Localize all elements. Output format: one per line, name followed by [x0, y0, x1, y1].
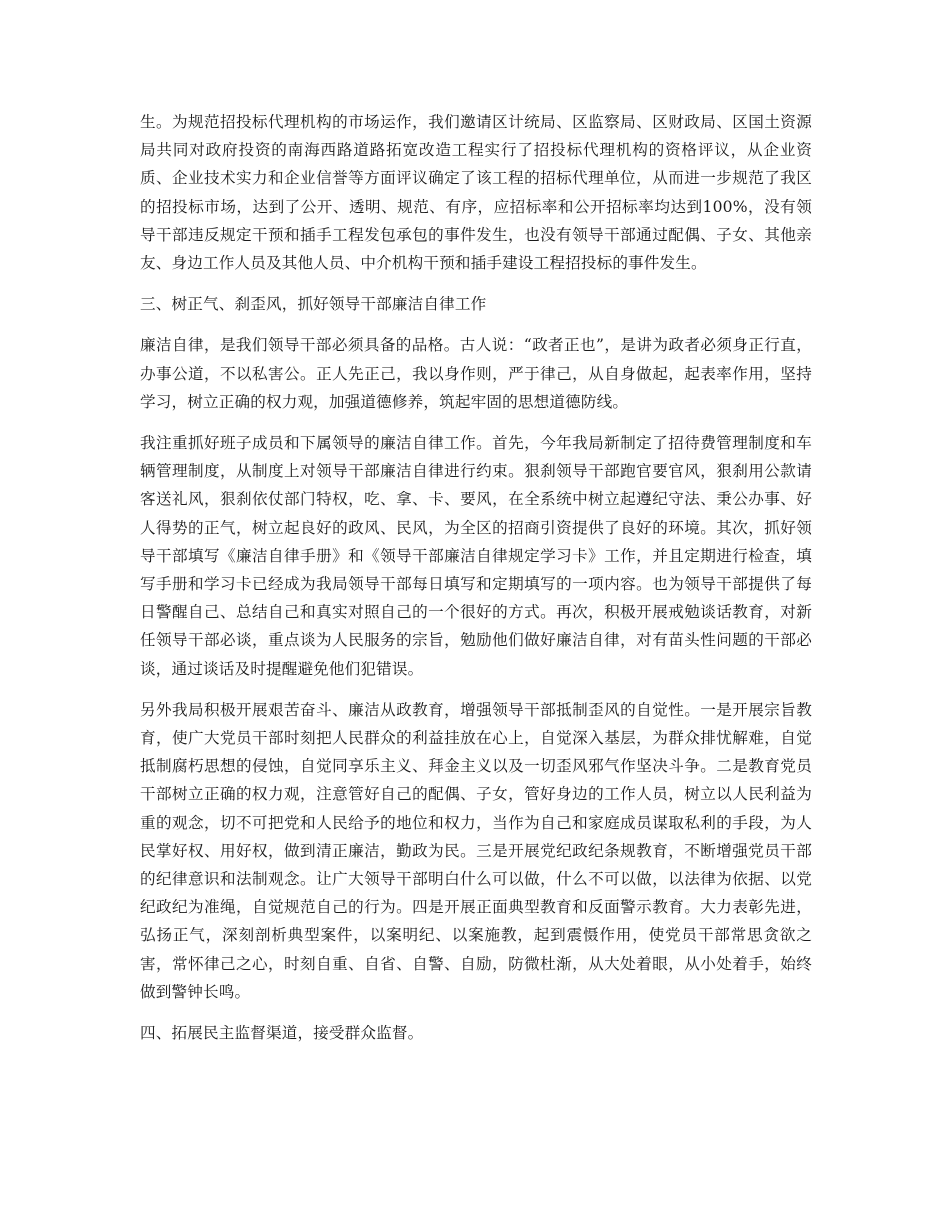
paragraph-tender-agency: 生。为规范招投标代理机构的市场运作，我们邀请区计统局、区监察局、区财政局、区国土资源局共同对政府投资的南海西路道路拓宽改造工程实行了招投标代理机构的资格评议，从企业资质、企业技术实力和企业信誉等方面评议确定了该工程的招标代理单位，从而进一步规范了我区的招投标市场，达到了公开、透明、规范、有序，应招标率和公开招标率均达到100%，没有领导干部违反规定干预和插手工程发包承包的事件发生，也没有领导干部通过配偶、子女、其他亲友、身边工作人员及其他人员、中介机构干预和插手建设工程招投标的事件发生。: [140, 113, 812, 273]
document-page: [140, 108, 812, 1060]
paragraph-integrity-education: 另外我局积极开展艰苦奋斗、廉洁从政教育，增强领导干部抵制歪风的自觉性。一是开展宗旨教育，使广大党员干部时刻把人民群众的利益挂放在心上，自觉深入基层，为群众排忧解难，自觉抵制腐朽思想的侵蚀，自觉同享乐主义、拜金主义以及一切歪风邪气作坚决斗争。二是教育党员干部树立正确的权力观，注意管好自己的配偶、子女，管好身边的工作人员，树立以人民利益为重的观念，切不可把党和人民给予的地位和权力，当作为自己和家庭成员谋取私利的手段，为人民掌好权、用好权，做到清正廉洁，勤政为民。三是开展党纪政纪条规教育，不断增强党员干部的纪律意识和法制观念。让广大领导干部明白什么可以做，什么不可以做，以法律为依据、以党纪政纪为准绳，自觉规范自己的行为。四是开展正面典型教育和反面警示教育。大力表彰先进，弘扬正气，深刻剖析典型案件，以案明纪、以案施教，起到震慑作用，使党员干部常思贪欲之害，常怀律己之心，时刻自重、自省、自警、自励，防微杜渐，从大处着眼，从小处着手，始终做到警钟长鸣。: [140, 700, 812, 1001]
section-heading-three: 三、树正气、刹歪风，抓好领导干部廉洁自律工作: [140, 295, 487, 314]
paragraph-integrity-quality: 廉洁自律，是我们领导干部必须具备的品格。古人说：“政者正也”，是讲为政者必须身正行直，办事公道，不以私害公。正人先正己，我以身作则，严于律己，从自身做起，起表率作用，坚持学习，树立正确的权力观，加强道德修养，筑起牢固的思想道德防线。: [140, 336, 812, 411]
paragraph-team-self-discipline: 我注重抓好班子成员和下属领导的廉洁自律工作。首先，今年我局新制定了招待费管理制度和车辆管理制度，从制度上对领导干部廉洁自律进行约束。狠刹领导干部跑官要官风，狠刹用公款请客送礼风，狠刹依仗部门特权，吃、拿、卡、要风，在全系统中树立起遵纪守法、秉公办事、好人得势的正气，树立起良好的政风、民风，为全区的招商引资提供了良好的环境。其次，抓好领导干部填写《廉洁自律手册》和《领导干部廉洁自律规定学习卡》工作，并且定期进行检查，填写手册和学习卡已经成为我局领导干部每日填写和定期填写的一项内容。也为领导干部提供了每日警醒自己、总结自己和真实对照自己的一个很好的方式。再次，积极开展戒勉谈话教育，对新任领导干部必谈，重点谈为人民服务的宗旨，勉励他们做好廉洁自律，对有苗头性问题的干部必谈，通过谈话及时提醒避免他们犯错误。: [140, 434, 812, 678]
section-heading-four: 四、拓展民主监督渠道，接受群众监督。: [140, 1024, 424, 1043]
